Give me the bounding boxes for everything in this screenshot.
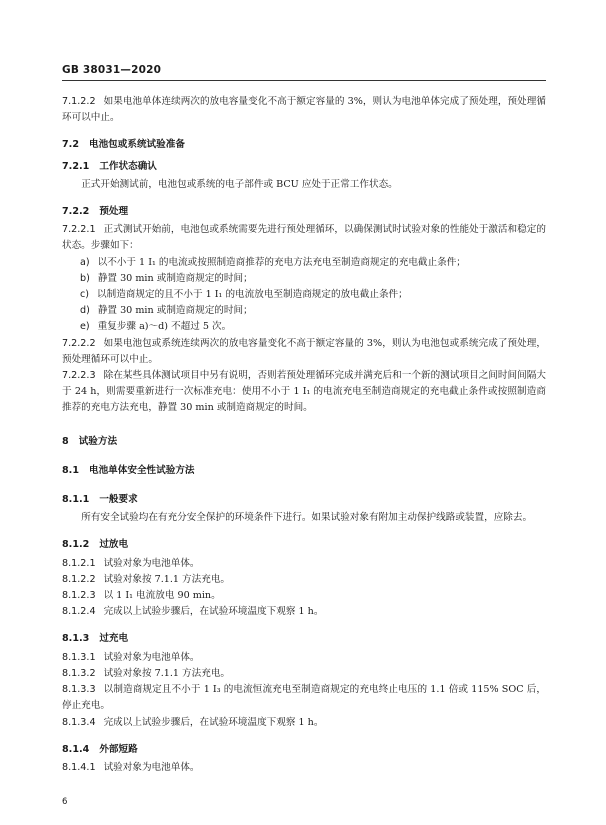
heading-8-1-2 — [62, 537, 546, 553]
heading-7-2-1 — [62, 159, 546, 175]
heading-number: 7.2.1 — [62, 160, 90, 172]
clause-8-1-2-3 — [62, 588, 546, 604]
heading-8-1-1 — [62, 492, 546, 508]
paragraph-8-1-1: 所有安全试验均在有充分安全保护的环境条件下进行。如果试验对象有附加主动保护线路或装置，应除去。 — [81, 512, 533, 524]
heading-8 — [62, 434, 546, 450]
clause-7-2-2-3 — [62, 368, 546, 417]
clause-text: 除在某些具体测试项目中另有说明，否则若预处理循环完成并满充后和一个新的测试项目之间时间间隔大于 24 h，则需要重新进行一次标准充电：使用不小于 1 I₁ 的电流充电至制造商规定的充电截止条件或按照制造商推荐的充电方法充电，静置 30 min 或制造商规定的时间。 — [62, 370, 546, 414]
heading-title: 过放电 — [99, 539, 129, 551]
clause-8-1-4-1 — [62, 760, 546, 776]
heading-title: 工作状态确认 — [99, 160, 157, 172]
clause-text: 完成以上试验步骤后，在试验环境温度下观察 1 h。 — [103, 606, 324, 618]
heading-number: 8.1.2 — [62, 539, 90, 551]
clause-8-1-3-1 — [62, 650, 546, 666]
clause-7-2-2-2 — [62, 336, 546, 368]
heading-7-2-2 — [62, 204, 546, 220]
heading-number: 7.2 — [62, 139, 79, 151]
clause-text: 完成以上试验步骤后，在试验环境温度下观察 1 h。 — [103, 716, 324, 728]
step-text: 以制造商规定的且不小于 1 I₁ 的电流放电至制造商规定的放电截止条件； — [97, 289, 408, 301]
step-e — [62, 319, 546, 335]
heading-title: 过充电 — [99, 633, 129, 645]
clause-8-1-3-2 — [62, 666, 546, 682]
step-text: 以不小于 1 I₁ 的电流或按照制造商推荐的充电方法充电至制造商规定的充电截止条件； — [97, 256, 466, 268]
clause-text: 如果电池包或系统连续两次的放电容量变化不高于额定容量的 3%，则认为电池包或系统完成了预处理，预处理循环可以中止。 — [62, 337, 546, 365]
clause-8-1-3-3 — [62, 682, 546, 714]
clause-number: 8.1.2.1 — [62, 557, 96, 569]
step-a — [62, 255, 546, 271]
step-mark: b) — [80, 272, 90, 284]
page-number: 6 — [62, 797, 68, 807]
clause-text: 试验对象为电池单体。 — [103, 557, 200, 569]
step-d — [62, 303, 546, 319]
step-mark: c) — [80, 289, 90, 301]
heading-title: 电池单体安全性试验方法 — [89, 464, 195, 476]
clause-8-1-2-2 — [62, 572, 546, 588]
heading-number: 8.1.4 — [62, 743, 90, 755]
clause-text: 以制造商规定且不小于 1 I₃ 的电流恒流充电至制造商规定的充电终止电压的 1.1 倍或 115% SOC 后，停止充电。 — [62, 684, 546, 712]
clause-number: 7.2.2.2 — [62, 337, 96, 349]
clause-text: 以 1 I₁ 电流放电 90 min。 — [103, 590, 221, 602]
heading-7-2 — [62, 137, 546, 153]
clause-number: 8.1.2.4 — [62, 606, 96, 618]
clause-text: 试验对象为电池单体。 — [103, 761, 200, 773]
clause-text: 正式测试开始前，电池包或系统需要先进行预处理循环，以确保测试时试验对象的性能处于激活和稳定的状态。步骤如下： — [62, 224, 546, 252]
clause-number: 8.1.3.3 — [62, 684, 96, 696]
step-mark: a) — [80, 256, 90, 268]
heading-8-1 — [62, 463, 546, 479]
clause-text: 试验对象按 7.1.1 方法充电。 — [103, 573, 231, 585]
heading-title: 电池包或系统试验准备 — [89, 139, 185, 151]
heading-number: 8.1 — [62, 464, 79, 476]
clause-number: 7.2.2.1 — [62, 224, 96, 236]
clause-number: 8.1.2.3 — [62, 590, 96, 602]
heading-8-1-4 — [62, 742, 546, 758]
heading-number: 7.2.2 — [62, 206, 90, 218]
clause-number: 7.2.2.3 — [62, 370, 96, 382]
step-b — [62, 271, 546, 287]
paragraph-7-2-1: 正式开始测试前，电池包或系统的电子部件或 BCU 应处于正常工作状态。 — [81, 178, 398, 190]
header-rule — [62, 80, 546, 81]
document-body — [62, 94, 546, 776]
step-text: 静置 30 min 或制造商规定的时间； — [97, 305, 253, 317]
heading-8-1-3 — [62, 631, 546, 647]
clause-text: 试验对象按 7.1.1 方法充电。 — [103, 667, 231, 679]
clause-text: 试验对象为电池单体。 — [103, 651, 200, 663]
clause-8-1-3-4 — [62, 715, 546, 731]
heading-title: 一般要求 — [99, 494, 138, 506]
heading-number: 8.1.1 — [62, 494, 90, 506]
clause-8-1-2-1 — [62, 556, 546, 572]
heading-number: 8 — [62, 435, 69, 447]
step-mark: d) — [80, 305, 90, 317]
heading-number: 8.1.3 — [62, 633, 90, 645]
heading-title: 试验方法 — [78, 435, 118, 447]
clause-number: 8.1.3.1 — [62, 651, 96, 663]
clause-number: 8.1.2.2 — [62, 573, 96, 585]
step-text: 重复步骤 a)～d) 不超过 5 次。 — [97, 321, 232, 333]
clause-text: 如果电池单体连续两次的放电容量变化不高于额定容量的 3%，则认为电池单体完成了预处理，预处理循环可以中止。 — [62, 96, 546, 124]
heading-title: 外部短路 — [99, 743, 138, 755]
standard-code: GB 38031—2020 — [62, 64, 162, 76]
clause-number: 7.1.2.2 — [62, 96, 96, 107]
clause-number: 8.1.4.1 — [62, 761, 96, 773]
heading-title: 预处理 — [99, 206, 129, 218]
step-mark: e) — [80, 321, 90, 333]
clause-number: 8.1.3.2 — [62, 667, 96, 679]
step-c — [62, 287, 546, 303]
clause-number: 8.1.3.4 — [62, 716, 96, 728]
step-text: 静置 30 min 或制造商规定的时间； — [97, 272, 253, 284]
clause-7-2-2-1 — [62, 222, 546, 254]
clause-7-1-2-2 — [62, 94, 546, 126]
clause-8-1-2-4 — [62, 604, 546, 620]
